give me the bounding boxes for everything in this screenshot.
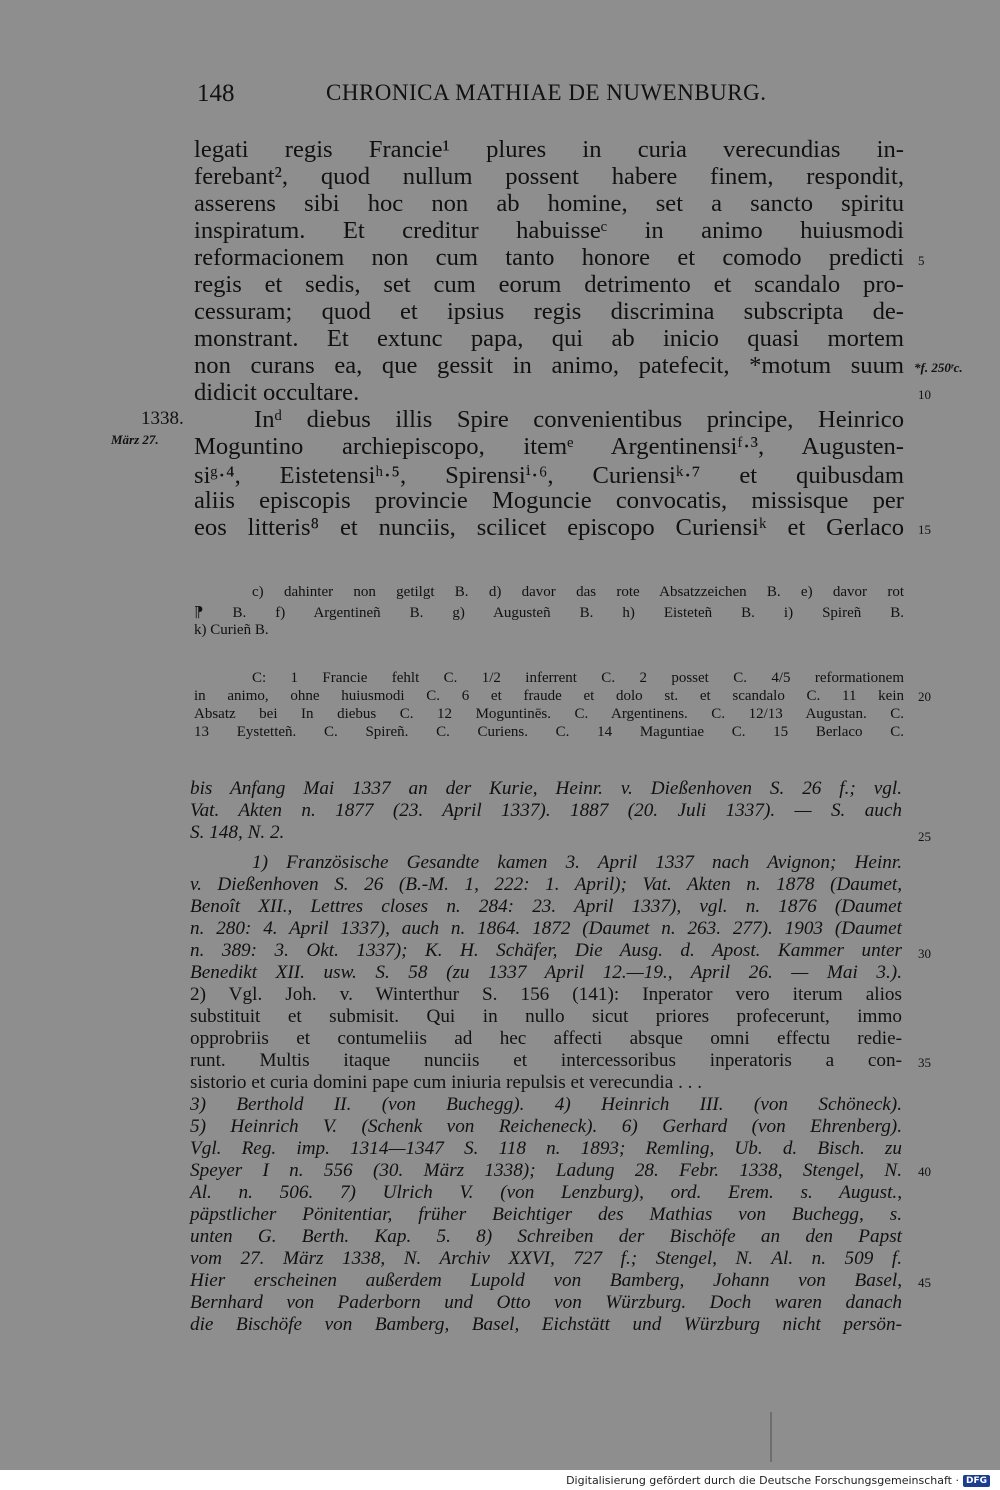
footnote-line: S. 148, N. 2. — [190, 822, 285, 843]
margin-year: 1338. — [141, 408, 184, 429]
footnote-line: n. 280: 4. April 1337), auch n. 1864. 1872 (Daumet n. 263. 277). 1903 (Daumet — [190, 918, 902, 939]
main-text-line: Inᵈ diebus illis Spire convenientibus principe, Heinrico — [254, 406, 904, 433]
footnote-line: Hier erscheinen außerdem Lupold von Bamberg, Johann von Basel, — [190, 1270, 902, 1291]
footnote-line: vom 27. März 1338, N. Archiv XXVI, 727 f.; Stengel, N. Al. n. 509 f. — [190, 1248, 902, 1269]
credit-text: Digitalisierung gefördert durch die Deutsche Forschungsgemeinschaft · — [566, 1474, 959, 1487]
line-number: 45 — [918, 1275, 931, 1290]
apparatus-line: in animo, ohne huiusmodi C. 6 et fraude et dolo st. et scandalo C. 11 kein — [194, 688, 904, 704]
line-number: 15 — [918, 522, 931, 537]
footnote-line: 2) Vgl. Joh. v. Winterthur S. 156 (141): Inperator vero iterum alios — [190, 984, 902, 1005]
dfg-logo: DFG — [963, 1475, 990, 1487]
footnote-line: unten G. Berth. Kap. 5. 8) Schreiben der Bischöfe an den Papst — [190, 1226, 902, 1247]
footnote-line: bis Anfang Mai 1337 an der Kurie, Heinr. v. Dießenhoven S. 26 f.; vgl. — [190, 778, 902, 799]
footnote-line: päpstlicher Pönitentiar, früher Beichtiger des Mathias von Buchegg, s. — [190, 1204, 902, 1225]
line-number: 20 — [918, 689, 931, 704]
digitization-credit — [566, 1474, 990, 1487]
footnote-line: Benoît XII., Lettres closes n. 284: 23. April 1337), vgl. n. 1876 (Daumet — [190, 896, 902, 917]
footnote-line: Bernhard von Paderborn und Otto von Würzburg. Doch waren danach — [190, 1292, 902, 1313]
main-text-line: monstrant. Et extunc papa, qui ab inicio quasi mortem — [194, 325, 904, 352]
footnote-line: Benedikt XII. usw. S. 58 (zu 1337 April 12.—19., April 26. — Mai 3.). — [190, 962, 902, 983]
footnote-line: opprobriis et contumeliis ad hec affecti absque omni effectu redie- — [190, 1028, 902, 1049]
main-text-line: inspiratum. Et creditur habuisseᶜ in animo huiusmodi — [194, 217, 904, 244]
footnote-line: n. 389: 3. Okt. 1337); K. H. Schäfer, Die Ausg. d. Apost. Kammer unter — [190, 940, 902, 961]
main-text-line: didicit occultare. — [194, 379, 360, 406]
footnote-line: Vat. Akten n. 1877 (23. April 1337). 1887 (20. Juli 1337). — S. auch — [190, 800, 902, 821]
apparatus-line: ⁋ B. f) Argentineñ B. g) Augusteñ B. h) Eisteteñ B. i) Spireñ B. — [194, 605, 904, 621]
footnote-line: 5) Heinrich V. (Schenk von Reicheneck). 6) Gerhard (von Ehrenberg). — [190, 1116, 902, 1137]
apparatus-line: c) dahinter non getilgt B. d) davor das rote Absatzzeichen B. e) davor rot — [252, 584, 904, 600]
main-text-line: ferebant², quod nullum possent habere finem, respondit, — [194, 163, 904, 190]
folio-note: *f. 250ʳc. — [914, 360, 963, 375]
footnote-line: Speyer I n. 556 (30. März 1338); Ladung 28. Febr. 1338, Stengel, N. — [190, 1160, 902, 1181]
footnote-line: die Bischöfe von Bamberg, Basel, Eichstätt und Würzburg nicht persön- — [190, 1314, 902, 1335]
main-text-line: non curans ea, que gessit in animo, patefecit, *motum suum — [194, 352, 904, 379]
footnote-line: Vgl. Reg. imp. 1314—1347 S. 118 n. 1893; Remling, Ub. d. Bisch. zu — [190, 1138, 902, 1159]
footnote-line: 3) Berthold II. (von Buchegg). 4) Heinrich III. (von Schöneck). — [190, 1094, 902, 1115]
footnote-line: 1) Französische Gesandte kamen 3. April 1337 nach Avignon; Heinr. — [252, 852, 902, 873]
main-text-line: legati regis Francie¹ plures in curia verecundias in- — [194, 136, 904, 163]
main-text-line: siᵍ·⁴, Eistetensiʰ·⁵, Spirensiⁱ·⁶, Curiensiᵏ·⁷ et quibusdam — [194, 462, 904, 489]
scan-artifact-rule — [770, 1412, 772, 1462]
line-number: 30 — [918, 946, 931, 961]
main-text-line: regis et sedis, set cum eorum detrimento et scandalo pro- — [194, 271, 904, 298]
apparatus-line: Absatz bei In diebus C. 12 Moguntinēs. C. Argentinens. C. 12/13 Augustan. C. — [194, 706, 904, 722]
main-text-line: eos litteris⁸ et nunciis, scilicet episcopo Curiensiᵏ et Gerlaco — [194, 514, 904, 541]
apparatus-line: k) Curieñ B. — [194, 622, 269, 638]
line-number: 5 — [918, 253, 925, 268]
main-text-line: reformacionem non cum tanto honore et comodo predicti — [194, 244, 904, 271]
main-text-line: Moguntino archiepiscopo, itemᵉ Argentinensiᶠ·³, Augusten- — [194, 433, 904, 460]
line-number: 10 — [918, 387, 931, 402]
footnote-line: Al. n. 506. 7) Ulrich V. (von Lenzburg), ord. Erem. s. August., — [190, 1182, 902, 1203]
footnote-line: sistorio et curia domini pape cum iniuria repulsis et verecundia . . . — [190, 1072, 703, 1093]
running-title: CHRONICA MATHIAE DE NUWENBURG. — [326, 80, 767, 105]
line-number: 35 — [918, 1055, 931, 1070]
main-text-line: cessuram; quod et ipsius regis discrimina subscripta de- — [194, 298, 904, 325]
apparatus-line: 13 Eystetteñ. C. Spireñ. C. Curiens. C. 14 Maguntiae C. 15 Berlaco C. — [194, 724, 904, 740]
line-number: 25 — [918, 829, 931, 844]
footnote-line: substituit et submisit. Qui in nullo sicut priores profecerunt, immo — [190, 1006, 902, 1027]
main-text-line: aliis episcopis provincie Moguncie convocatis, missisque per — [194, 487, 904, 514]
footnote-line: v. Dießenhoven S. 26 (B.-M. 1, 222: 1. April); Vat. Akten n. 1878 (Daumet, — [190, 874, 902, 895]
footnote-line: runt. Multis itaque nunciis et intercessoribus inperatoris a con- — [190, 1050, 902, 1071]
apparatus-line: C: 1 Francie fehlt C. 1/2 inferrent C. 2 posset C. 4/5 reformationem — [252, 670, 904, 686]
page-number: 148 — [197, 80, 235, 107]
margin-date: März 27. — [111, 432, 159, 447]
main-text-line: asserens sibi hoc non ab homine, set a sancto spiritu — [194, 190, 904, 217]
line-number: 40 — [918, 1164, 931, 1179]
